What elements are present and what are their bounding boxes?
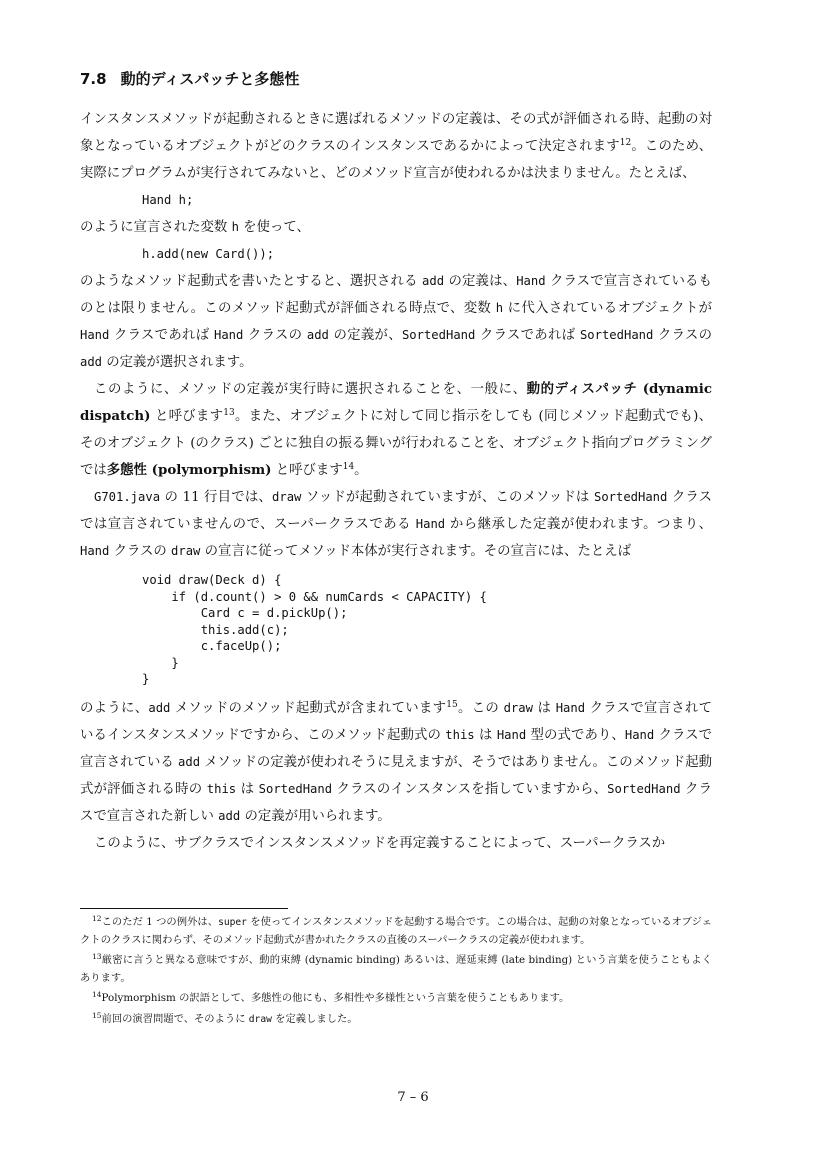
text-span: 厳密に言うと異なる意味ですが、動的束縛 (dynamic binding) あるいは、遅延束縛 (late binding) という言葉を使うこともよくあります。 (80, 954, 712, 984)
paragraph-1 (80, 106, 712, 187)
section-heading (80, 64, 712, 94)
text-span: クラスの (653, 328, 712, 343)
text-span: 。また、オブジェクトに対して同じ指示をしても (同じメソッド起動式でも)、そのオブジェクト (のクラス) ごとに独自の振る舞いが行われることを、オブジェクト指向プログラミングでは (80, 409, 712, 478)
text-span: から継承した定義が使われます。つまり、 (445, 517, 713, 532)
code-inline: h (495, 301, 504, 315)
code-inline: draw (272, 490, 302, 504)
text-span: の定義は、 (444, 274, 517, 289)
code-inline: SortedHand (258, 781, 333, 796)
text-span: クラスの (109, 544, 172, 559)
code-inline: Hand (555, 700, 586, 715)
code-inline: add (422, 274, 445, 288)
footnote-ref-12[interactable]: 12 (619, 138, 632, 148)
footnotes (80, 914, 712, 1031)
text-span: メソッドの定義が使われそうに見えますが、そうではありません。このメソッド起動式が評価される時の (80, 754, 712, 797)
section-number: 7.8 (80, 70, 107, 88)
code-example-3: void draw(Deck d) { if (d.count() > 0 && numCards < CAPACITY) { Card c = d.pickUp(); this.add(c); c.faceUp(); } } (142, 573, 487, 686)
text-span: のようなメソッド起動式を書いたとすると、選択される (80, 274, 423, 289)
code-inline: SortedHand (607, 781, 681, 796)
code-inline: Hand (80, 544, 110, 558)
text-span: クラスで宣言された新しい (80, 781, 712, 824)
text-span: は (236, 781, 259, 797)
code-inline: add (218, 808, 241, 823)
code-inline: this (206, 781, 237, 796)
text-span: 。この (457, 700, 504, 716)
text-span: クラスでは宣言されていませんので、スーパークラスである (80, 490, 712, 532)
footnote-13 (80, 952, 712, 987)
code-inline: SortedHand (401, 328, 476, 342)
text-span: は (532, 700, 556, 716)
paragraph-1-tail: 。このため、実際にプログラムが実行されてみないと、どのメソッド宣言が使われるかは決まりません。たとえば、 (80, 139, 712, 181)
code-inline: this (445, 727, 475, 742)
footnote-number: 14 (92, 990, 102, 999)
text-span: の 11 行目では、 (160, 490, 273, 505)
code-inline: add (80, 355, 103, 369)
text-span: クラスであれば (109, 328, 214, 343)
paragraph-3 (80, 268, 712, 376)
code-inline: Hand (624, 727, 655, 742)
text-span: クラスであれば (475, 328, 580, 343)
code-inline: Hand (415, 517, 446, 531)
footnote-ref-15[interactable]: 15 (446, 699, 458, 710)
code-example-1: Hand h; (142, 193, 194, 207)
text-span: 型の式であり、 (526, 727, 625, 743)
code-inline: draw (171, 544, 201, 558)
text-span: ソッドが起動されていますが、このメソッドは (301, 490, 594, 505)
section-title: 動的ディスパッチと多態性 (120, 70, 300, 88)
text-span: は (474, 727, 497, 743)
text-span: のように宣言された変数 (80, 220, 232, 235)
text-span: このただ 1 つの例外は、 (101, 916, 219, 928)
footnote-ref-14[interactable]: 14 (342, 462, 355, 472)
text-span: メソッドのメソッド起動式が含まれています (170, 700, 447, 716)
text-span: 。 (354, 463, 368, 478)
text-span: 前回の演習問題で、そのように (101, 1012, 249, 1025)
text-span: を定義しました。 (271, 1012, 358, 1025)
code-inline: add (148, 700, 171, 715)
code-inline: Hand (80, 328, 110, 342)
paragraph-2 (80, 214, 712, 241)
paragraph-5 (80, 484, 712, 565)
text-span: の定義が選択されます。 (102, 355, 253, 370)
code-inline: add (306, 328, 329, 342)
term-dynamic-dispatch: 動的ディスパッチ (dynamic dispatch) (80, 381, 712, 424)
page-number: 7 – 6 (397, 1090, 429, 1105)
text-span: クラスで宣言されているインスタンスメソッドですから、このメソッド起動式の (80, 700, 713, 743)
code-inline: add (178, 754, 201, 769)
text-span: クラスで宣言されている (80, 727, 712, 770)
footnote-14 (80, 990, 712, 1008)
term-polymorphism: 多態性 (polymorphism) (106, 462, 272, 478)
code-inline: draw (248, 1013, 272, 1025)
text-span: クラスで宣言されているものとは限りません。このメソッド起動式が評価される時点で、変数 (80, 274, 712, 316)
text-span: と呼びます (150, 409, 224, 424)
text-span: の定義が、 (328, 328, 402, 343)
main-content (80, 64, 712, 857)
paragraph-4 (80, 376, 712, 484)
paragraph-6 (80, 695, 712, 830)
text-span: を使って、 (238, 220, 310, 235)
paragraph-7: このように、サブクラスでインスタンスメソッドを再定義することによって、スーパークラスか (94, 835, 666, 851)
code-inline: G701.java (94, 490, 161, 504)
footnote-number: 12 (92, 914, 102, 923)
footnote-12 (80, 914, 712, 949)
code-inline: draw (503, 700, 533, 715)
code-inline: SortedHand (579, 328, 654, 342)
paragraph-1-text: インスタンスメソッドが起動されるときに選ばれるメソッドの定義は、その式が評価される時、起動の対象となっているオブジェクトがどのクラスのインスタンスであるかによって決定されます (80, 112, 712, 154)
code-inline: h (231, 220, 239, 234)
footnote-divider (80, 908, 288, 909)
code-inline: Hand (213, 328, 244, 342)
text-span: の宣言に従ってメソッド本体が実行されます。その宣言には、たとえば (200, 544, 632, 559)
footnote-number: 15 (92, 1010, 102, 1020)
footnote-15 (80, 1011, 712, 1029)
text-span: の定義が用いられます。 (240, 808, 391, 824)
footnote-ref-13[interactable]: 13 (223, 408, 235, 418)
text-span: このように、メソッドの定義が実行時に選択されることを、一般に、 (94, 382, 527, 397)
code-inline: SortedHand (593, 490, 668, 504)
footnote-number: 13 (92, 952, 102, 961)
text-span: のように、 (80, 700, 149, 716)
code-inline: super (218, 917, 247, 928)
text-span: に代入されているオブジェクトが (503, 301, 712, 316)
text-span: を使ってインスタンスメソッドを起動する場合です。この場合は、起動の対象となっているオブジェクトのクラスに関わらず、そのメソッド起動式が書かれたクラスの直後のスーパークラスの定義が使われます。 (80, 916, 712, 946)
text-span: クラスのインスタンスを指していますから、 (332, 781, 608, 797)
code-inline: Hand (516, 274, 546, 288)
text-span: Polymorphism の訳語として、多態性の他にも、多相性や多様性という言葉を使うこともあります。 (101, 992, 570, 1004)
text-span: クラスの (243, 328, 307, 343)
text-span: と呼びます (271, 463, 343, 478)
code-example-2: h.add(new Card()); (142, 247, 275, 261)
code-inline: Hand (496, 727, 527, 742)
